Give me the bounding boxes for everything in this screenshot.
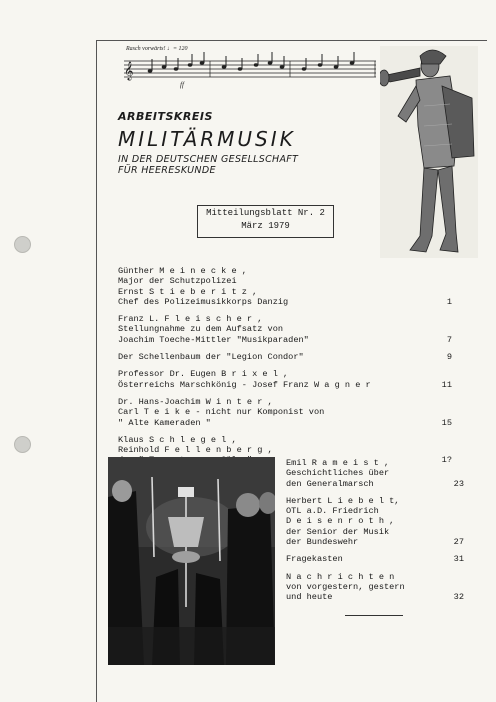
toc-entry-line: Reinhold F e l l e n b e r g ,	[118, 445, 273, 456]
toc-entry-line: von vorgestern, gestern	[286, 581, 405, 592]
masthead-society-line1: IN DER DEUTSCHEN GESELLSCHAFT	[118, 154, 299, 165]
issue-title: Mitteilungsblatt Nr. 2	[206, 208, 325, 218]
divider	[345, 615, 403, 616]
toc-entry[interactable]	[118, 266, 452, 307]
issue-box	[197, 205, 334, 238]
toc-entry-line: Ernst S t i e b e r i t z ,	[118, 286, 258, 297]
toc-page-number: 1?	[441, 455, 452, 466]
toc-entry-line: der Bundeswehr	[286, 537, 359, 548]
toc-page-number: 11	[441, 379, 452, 390]
toc-entry-line: Professor Dr. Eugen B r i x e l ,	[118, 369, 289, 380]
toc-page-number: 7	[446, 334, 452, 345]
toc-entry-line: und heute	[286, 592, 333, 603]
toc-entry[interactable]	[286, 495, 464, 548]
toc-page-number: 27	[453, 537, 464, 548]
toc-entry-line: Major der Schutzpolizei	[118, 276, 237, 287]
toc-entry[interactable]	[286, 458, 464, 489]
toc-page-number: 9	[446, 352, 452, 363]
tempo-marking: Rasch vorwärts! ♩= 120	[126, 46, 188, 52]
toc-entry-line: Stellungnahme zu dem Aufsatz von	[118, 324, 284, 335]
toc-page-number: 23	[453, 478, 464, 489]
toc-entry-line: Geschichtliches über	[286, 468, 390, 479]
toc-entry-line: Franz L. F l e i s c h e r ,	[118, 314, 263, 325]
toc-entry[interactable]	[286, 554, 464, 565]
toc-entry[interactable]	[118, 369, 452, 390]
music-staff-illustration	[120, 47, 380, 89]
toc-entry-line: Fragekasten	[286, 554, 343, 565]
toc-entry-line: Der Schellenbaum der "Legion Condor"	[118, 352, 304, 363]
issue-date: März 1979	[241, 221, 290, 231]
toc-entry-line: Herbert L i e b e l t,	[286, 495, 400, 506]
toc-entry-line: Österreichs Marschkönig - Josef Franz W a g n e r	[118, 379, 371, 390]
toc-entry-line: Günther M e i n e c k e ,	[118, 266, 247, 276]
toc-entry-line: N a c h r i c h t e n	[286, 571, 395, 582]
toc-entry-line: Joachim Toeche-Mittler "Musikparaden"	[118, 334, 309, 345]
svg-text:ff: ff	[180, 81, 184, 89]
band-photograph	[108, 457, 275, 665]
masthead-society-line2: FÜR HEERESKUNDE	[118, 165, 216, 176]
toc-page-number: 15	[441, 417, 452, 428]
masthead-militaermusik: MILITÄRMUSIK	[118, 127, 296, 151]
table-of-contents	[118, 266, 452, 473]
toc-entry-line: Klaus S c h l e g e l ,	[118, 434, 237, 445]
toc-entry[interactable]	[286, 571, 464, 603]
toc-entry-line: Carl T e i k e - nicht nur Komponist von	[118, 407, 325, 418]
toc-page-number: 1	[446, 296, 452, 307]
toc-entry-line: Chef des Polizeimusikkorps Danzig	[118, 296, 289, 307]
table-of-contents-continued	[286, 458, 464, 610]
toc-entry-line: der Senior der Musik	[286, 526, 390, 537]
toc-entry-line: D e i s e n r o t h ,	[286, 516, 395, 527]
toc-entry[interactable]	[118, 352, 452, 363]
toc-entry-line: OTL a.D. Friedrich	[286, 506, 379, 517]
toc-entry-line: Emil R a m e i s t ,	[286, 458, 390, 468]
toc-entry[interactable]	[118, 396, 452, 428]
toc-entry[interactable]	[118, 314, 452, 345]
masthead-arbeitskreis: ARBEITSKREIS	[118, 110, 213, 123]
toc-page-number: 31	[453, 554, 464, 565]
trumpeter-illustration	[380, 46, 478, 258]
toc-page-number: 32	[453, 592, 464, 603]
toc-entry-line: " Alte Kameraden "	[118, 417, 211, 428]
masthead	[118, 110, 298, 176]
toc-entry-line: Dr. Hans-Joachim W i n t e r ,	[118, 396, 273, 407]
svg-text:𝄞: 𝄞	[124, 61, 134, 80]
punch-hole-top	[14, 236, 31, 253]
toc-entry-line: den Generalmarsch	[286, 478, 374, 489]
punch-hole-bottom	[14, 436, 31, 453]
